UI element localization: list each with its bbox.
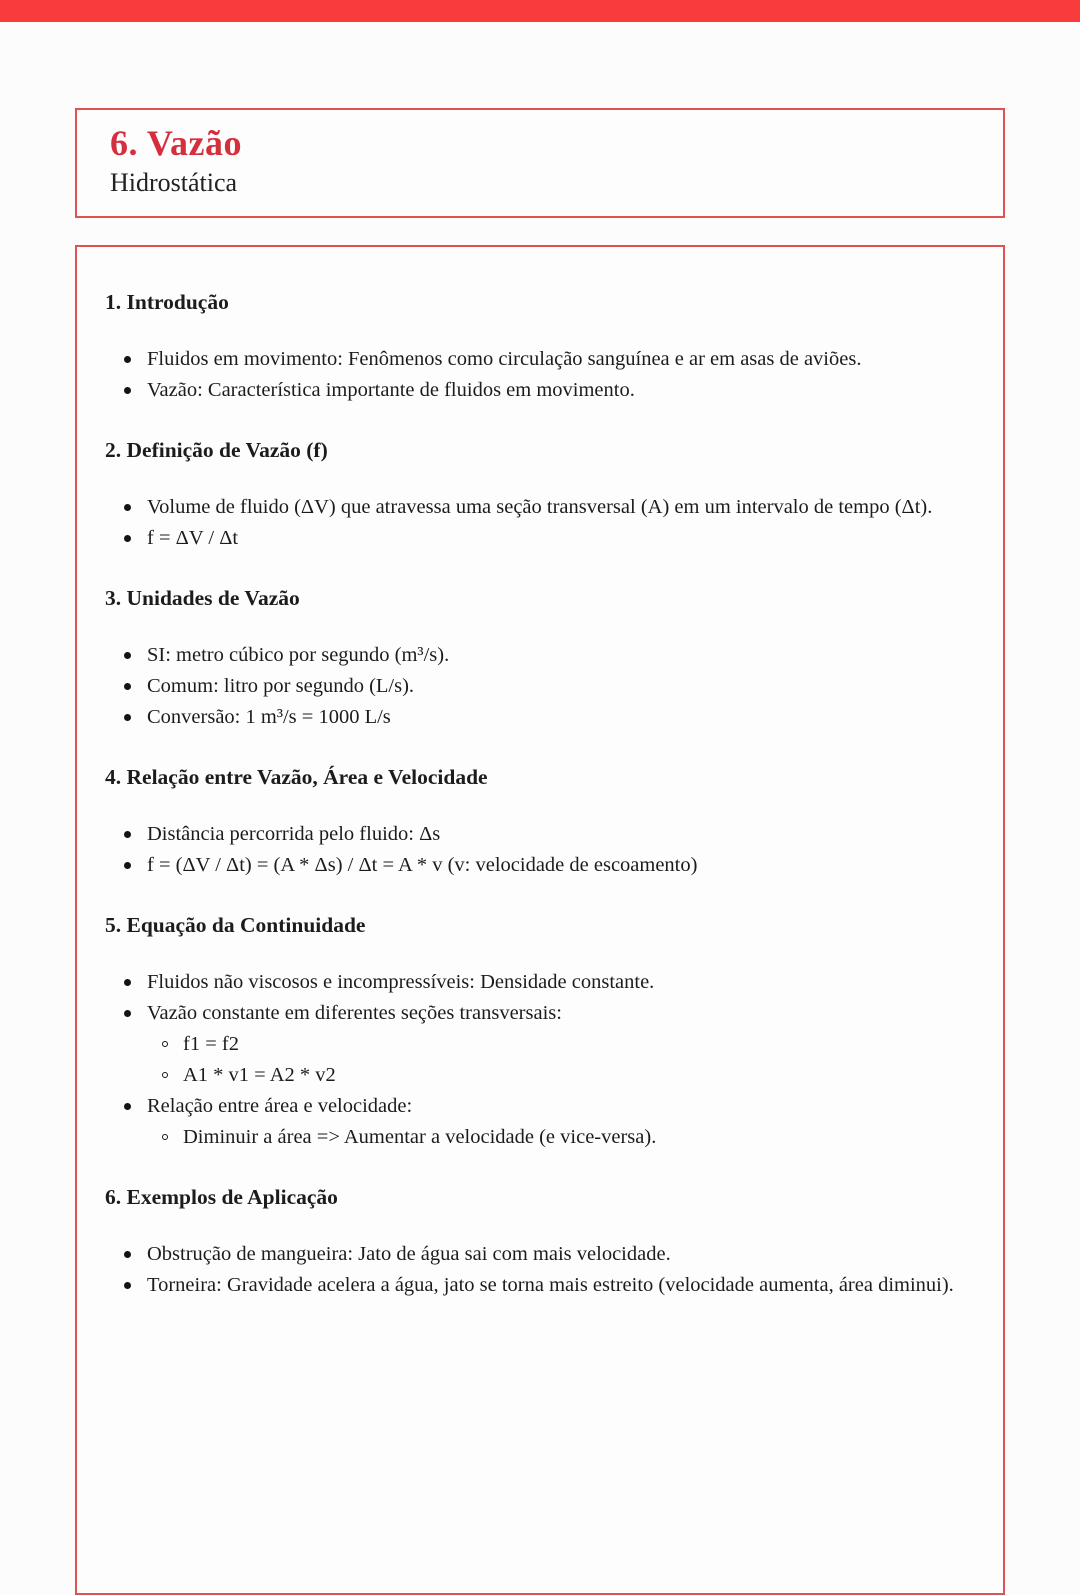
bullet-text: f = (ΔV / Δt) = (A * Δs) / Δt = A * v (v: velocidade de escoamento) — [147, 854, 698, 876]
bullet-item — [77, 819, 967, 850]
bullet-list — [77, 967, 967, 1153]
bullet-text: Vazão: Característica importante de fluidos em movimento. — [147, 379, 635, 401]
bullet-text: Volume de fluido (ΔV) que atravessa uma seção transversal (A) em um intervalo de tempo (Δt). — [147, 496, 933, 518]
bullet-text: Distância percorrida pelo fluido: Δs — [147, 823, 441, 845]
bullet-icon — [124, 979, 131, 986]
section-heading: 2. Definição de Vazão (f) — [105, 438, 328, 462]
bullet-text: Fluidos em movimento: Fenômenos como circulação sanguínea e ar em asas de aviões. — [147, 348, 862, 370]
bullet-list — [77, 1239, 967, 1301]
bullet-text: Diminuir a área => Aumentar a velocidade (e vice-versa). — [183, 1126, 657, 1148]
title-card — [75, 108, 1005, 218]
content-section — [77, 1182, 967, 1301]
bullet-text: f = ΔV / Δt — [147, 527, 239, 549]
bullet-icon — [124, 683, 131, 690]
bullet-list — [77, 344, 967, 406]
bullet-item — [77, 998, 967, 1029]
content-section — [77, 583, 967, 733]
bullet-icon — [124, 652, 131, 659]
bullet-item — [77, 1091, 967, 1122]
bullet-icon — [124, 387, 131, 394]
bullet-text: Relação entre área e velocidade: — [147, 1095, 413, 1117]
notes-card — [75, 245, 1005, 1595]
sub-bullet-item — [77, 1122, 967, 1153]
content-section — [77, 287, 967, 406]
sub-bullet-icon — [162, 1072, 168, 1078]
bullet-list — [77, 640, 967, 733]
bullet-text: f1 = f2 — [183, 1033, 239, 1055]
bullet-icon — [124, 535, 131, 542]
section-heading: 6. Exemplos de Aplicação — [105, 1185, 338, 1209]
bullet-icon — [124, 504, 131, 511]
bullet-text: Conversão: 1 m³/s = 1000 L/s — [147, 706, 391, 728]
bullet-item — [77, 523, 967, 554]
bullet-text: Obstrução de mangueira: Jato de água sai com mais velocidade. — [147, 1243, 671, 1265]
bullet-text: Torneira: Gravidade acelera a água, jato se torna mais estreito (velocidade aumenta, área diminui). — [147, 1274, 954, 1296]
sub-bullet-icon — [162, 1041, 168, 1047]
bullet-icon — [124, 1010, 131, 1017]
bullet-text: Fluidos não viscosos e incompressíveis: Densidade constante. — [147, 971, 655, 993]
content-section — [77, 435, 967, 554]
page-title: 6. Vazão — [110, 123, 243, 163]
section-heading: 1. Introdução — [105, 290, 229, 314]
sections-container — [77, 287, 967, 1301]
top-accent-bar — [0, 0, 1080, 22]
bullet-item — [77, 1270, 967, 1301]
bullet-text: A1 * v1 = A2 * v2 — [183, 1064, 336, 1086]
bullet-icon — [124, 356, 131, 363]
bullet-text: Vazão constante em diferentes seções transversais: — [147, 1002, 562, 1024]
bullet-item — [77, 1239, 967, 1270]
bullet-text: Comum: litro por segundo (L/s). — [147, 675, 415, 697]
bullet-item — [77, 492, 967, 523]
bullet-icon — [124, 1251, 131, 1258]
bullet-icon — [124, 862, 131, 869]
bullet-icon — [124, 1282, 131, 1289]
bullet-icon — [124, 1103, 131, 1110]
bullet-list — [77, 819, 967, 881]
section-heading: 5. Equação da Continuidade — [105, 913, 366, 937]
bullet-item — [77, 850, 967, 881]
bullet-item — [77, 375, 967, 406]
bullet-list — [77, 492, 967, 554]
bullet-item — [77, 344, 967, 375]
sub-bullet-icon — [162, 1134, 168, 1140]
bullet-item — [77, 702, 967, 733]
bullet-item — [77, 640, 967, 671]
bullet-text: SI: metro cúbico por segundo (m³/s). — [147, 644, 450, 666]
section-heading: 3. Unidades de Vazão — [105, 586, 300, 610]
content-section — [77, 762, 967, 881]
section-heading: 4. Relação entre Vazão, Área e Velocidade — [105, 765, 488, 789]
bullet-icon — [124, 831, 131, 838]
bullet-item — [77, 671, 967, 702]
bullet-item — [77, 967, 967, 998]
sub-bullet-item — [77, 1060, 967, 1091]
bullet-icon — [124, 714, 131, 721]
sub-bullet-item — [77, 1029, 967, 1060]
page-subtitle: Hidrostática — [110, 168, 238, 197]
content-section — [77, 910, 967, 1153]
